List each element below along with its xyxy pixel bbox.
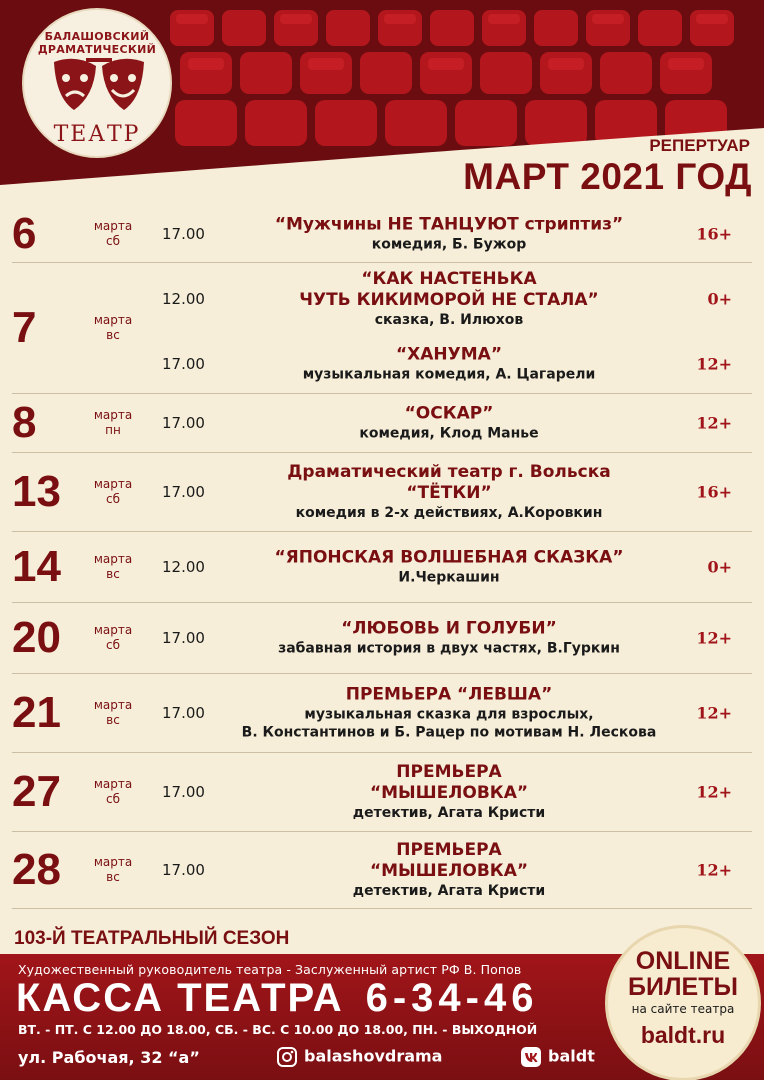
theatre-address: ул. Рабочая, 32 “а” <box>18 1048 200 1067</box>
schedule-row <box>12 832 752 909</box>
schedule-row <box>12 532 752 603</box>
event-day: 27 <box>12 767 61 816</box>
performance-time: 17.00 <box>162 783 205 801</box>
performance-genre-author: музыкальная комедия, А. Цагарели <box>302 366 596 383</box>
vk-handle: baldt <box>548 1046 595 1066</box>
vk-link[interactable] <box>520 1046 595 1068</box>
performance-info <box>234 619 664 658</box>
performance-info <box>234 215 664 254</box>
age-rating-badge: 0+ <box>707 289 732 309</box>
performance-info <box>234 762 664 822</box>
month-name: марта <box>93 698 133 712</box>
logo-line-2: ДРАМАТИЧЕСКИЙ <box>37 43 157 56</box>
vk-icon <box>520 1046 542 1068</box>
weekday: вс <box>106 870 120 884</box>
event-day: 20 <box>12 613 61 662</box>
season-label: 103-Й ТЕАТРАЛЬНЫЙ СЕЗОН <box>14 928 290 949</box>
schedule-row <box>12 206 752 263</box>
performance <box>12 335 752 393</box>
schedule-row <box>12 453 752 532</box>
event-day: 8 <box>12 398 37 447</box>
box-office-hours: ВТ. - ПТ. С 12.00 ДО 18.00, СБ. - ВС. С 10.00 ДО 18.00, ПН. - ВЫХОДНОЙ <box>18 1022 538 1037</box>
performance-info <box>234 840 664 900</box>
performance-title: “ОСКАР” <box>404 403 494 424</box>
schedule-row <box>12 674 752 753</box>
performance-time: 17.00 <box>162 225 205 243</box>
performance-genre-author: комедия, Б. Бужор <box>371 236 527 253</box>
month-name: марта <box>93 552 133 566</box>
director-line: Художественный руководитель театра - Заслуженный артист РФ В. Попов <box>18 962 522 977</box>
performance-title: ПРЕМЬЕРА <box>396 840 502 860</box>
performance-genre-author: детектив, Агата Кристи <box>352 805 546 821</box>
performance-title: ПРЕМЬЕРА <box>396 762 502 782</box>
performance <box>12 206 752 262</box>
age-rating-badge: 16+ <box>696 224 732 244</box>
box-office-phone[interactable]: 6-34-46 <box>365 976 539 1020</box>
month-name: марта <box>93 855 133 869</box>
event-day: 7 <box>12 303 37 352</box>
weekday: пн <box>105 423 121 437</box>
performance-info <box>234 404 664 443</box>
performance-title: “КАК НАСТЕНЬКА <box>361 269 537 289</box>
age-rating-badge: 12+ <box>696 703 732 723</box>
weekday: вс <box>106 713 120 727</box>
performance-title: “ЛЮБОВЬ И ГОЛУБИ” <box>341 618 557 639</box>
box-office <box>16 976 538 1021</box>
schedule-row <box>12 263 752 394</box>
performance-title: ПРЕМЬЕРА “ЛЕВША” <box>345 684 553 705</box>
performance-title: “ХАНУМА” <box>395 344 503 365</box>
performance-genre-author: И.Черкашин <box>398 569 500 586</box>
performance <box>12 753 752 831</box>
performance-genre-author: комедия, Клод Манье <box>359 425 539 442</box>
performance-title: “ЯПОНСКАЯ ВОЛШЕБНАЯ СКАЗКА” <box>274 547 624 568</box>
instagram-icon <box>276 1046 298 1068</box>
weekday: вс <box>106 567 120 581</box>
performance-title: “ТЁТКИ” <box>406 483 492 503</box>
age-rating-badge: 12+ <box>696 860 732 880</box>
performance-title: “МЫШЕЛОВКА” <box>369 783 529 803</box>
event-day: 21 <box>12 688 61 737</box>
performance-genre-author: В. Константинов и Б. Рацер по мотивам Н. Лескова <box>241 724 657 741</box>
weekday: сб <box>106 638 120 652</box>
schedule-row <box>12 603 752 674</box>
event-day: 6 <box>12 209 37 258</box>
weekday: сб <box>106 792 120 806</box>
performance <box>12 532 752 602</box>
box-office-label: КАССА ТЕАТРА <box>16 976 344 1020</box>
performance-genre-author: забавная история в двух частях, В.Гуркин <box>278 640 620 657</box>
performance-genre-author: детектив, Агата Кристи <box>352 883 546 899</box>
performance-info <box>234 345 664 384</box>
age-rating-badge: 12+ <box>696 354 732 374</box>
age-rating-badge: 0+ <box>707 557 732 577</box>
performance-title: “МЫШЕЛОВКА” <box>369 861 529 881</box>
performance-info <box>234 269 664 329</box>
instagram-link[interactable] <box>276 1046 442 1068</box>
schedule-row <box>12 394 752 453</box>
performance-title: Драматический театр г. Вольска <box>287 462 611 482</box>
performance-time: 17.00 <box>162 861 205 879</box>
month-name: марта <box>93 777 133 791</box>
performance <box>12 603 752 673</box>
month-name: марта <box>93 219 133 233</box>
page-title: МАРТ 2021 ГОД <box>463 156 752 197</box>
performance <box>12 263 752 335</box>
site-caption: на сайте театра <box>631 1002 735 1016</box>
age-rating-badge: 12+ <box>696 628 732 648</box>
logo-line-3: ТЕАТР <box>53 122 141 147</box>
performance-title: “Мужчины НЕ ТАНЦУЮТ стриптиз” <box>274 214 624 235</box>
performance-title: ЧУТЬ КИКИМОРОЙ НЕ СТАЛА” <box>299 290 599 310</box>
age-rating-badge: 12+ <box>696 413 732 433</box>
schedule-list <box>12 206 752 909</box>
performance-info <box>234 462 664 522</box>
online-tickets-badge[interactable] <box>608 928 758 1078</box>
age-rating-badge: 12+ <box>696 782 732 802</box>
tickets-label: БИЛЕТЫ <box>628 973 738 1001</box>
performance <box>12 832 752 908</box>
event-day: 28 <box>12 845 61 894</box>
age-rating-badge: 16+ <box>696 482 732 502</box>
repertoire-label: РЕПЕРТУАР <box>649 136 750 155</box>
online-label: ONLINE <box>635 947 731 975</box>
month-name: марта <box>93 408 133 422</box>
schedule-row <box>12 753 752 832</box>
theatre-logo <box>22 8 172 158</box>
performance-genre-author: музыкальная сказка для взрослых, <box>304 706 594 723</box>
event-day: 14 <box>12 542 61 591</box>
performance-info <box>234 548 664 587</box>
performance-time: 17.00 <box>162 355 205 373</box>
performance-time: 17.00 <box>162 629 205 647</box>
month-name: марта <box>93 313 133 327</box>
performance <box>12 453 752 531</box>
performance-info <box>234 685 664 742</box>
performance-genre-author: сказка, В. Илюхов <box>374 312 524 328</box>
performance-time: 12.00 <box>162 558 205 576</box>
performance-time: 17.00 <box>162 483 205 501</box>
performance-genre-author: комедия в 2-х действиях, А.Коровкин <box>295 505 603 521</box>
performance-time: 17.00 <box>162 704 205 722</box>
weekday: вс <box>106 328 120 342</box>
month-name: марта <box>93 623 133 637</box>
weekday: сб <box>106 234 120 248</box>
weekday: сб <box>106 492 120 506</box>
event-day: 13 <box>12 467 61 516</box>
performance <box>12 674 752 752</box>
performance <box>12 394 752 452</box>
site-link[interactable]: baldt.ru <box>640 1022 726 1048</box>
instagram-handle: balashovdrama <box>304 1046 443 1066</box>
month-name: марта <box>93 477 133 491</box>
performance-time: 12.00 <box>162 290 205 308</box>
theatre-masks-icon <box>46 56 152 118</box>
performance-time: 17.00 <box>162 414 205 432</box>
logo-line-1: БАЛАШОВСКИЙ <box>44 30 150 43</box>
